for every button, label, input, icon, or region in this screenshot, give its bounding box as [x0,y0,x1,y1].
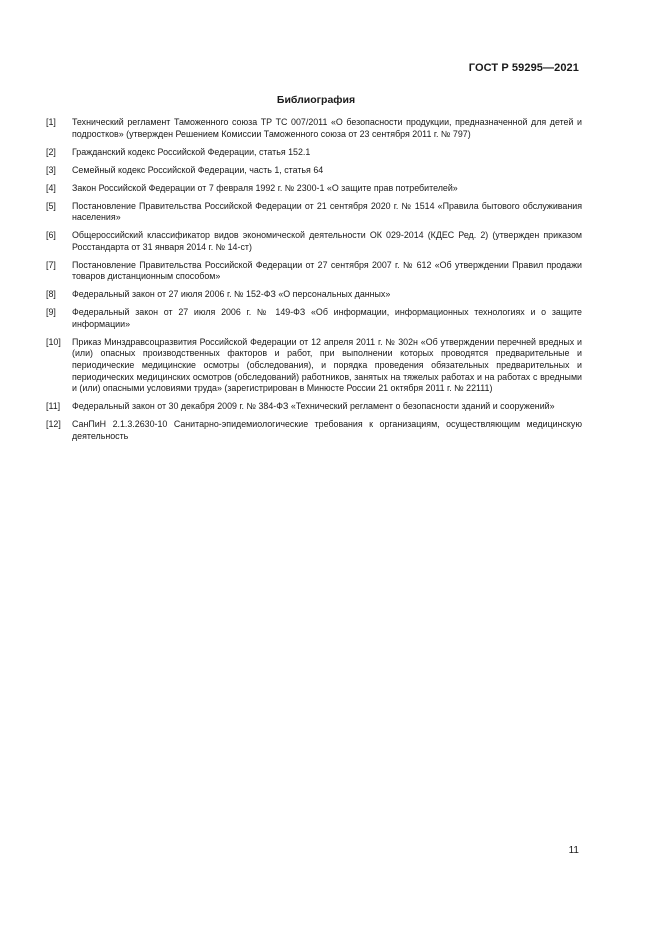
entry-text: Гражданский кодекс Российской Федерации, статья 152.1 [72,146,311,157]
bibliography-list [46,117,582,449]
entry-number: [12] [46,419,61,430]
entry-number: [1] [46,117,56,127]
bibliography-entry [46,165,582,177]
bibliography-entry [46,419,582,442]
bibliography-entry [46,147,582,159]
bibliography-entry [46,337,582,395]
bibliography-entry [46,201,582,224]
entry-text: Федеральный закон от 27 июля 2006 г. № 149-ФЗ «Об информации, информационных технологиях и о защите информации» [72,307,582,329]
bibliography-entry [46,401,582,413]
entry-number: [5] [46,200,56,211]
entry-text: Федеральный закон от 27 июля 2006 г. № 152-ФЗ «О персональных данных» [72,289,391,300]
entry-text: Постановление Правительства Российской Федерации от 27 сентября 2007 г. № 612 «Об утверждении Правил продажи товаров дистанционным способом» [72,259,582,282]
bibliography-entry [46,289,582,301]
bibliography-entry [46,260,582,283]
entry-text: Приказ Минздравсоцразвития Российской Федерации от 12 апреля 2011 г. № 302н «Об утверждении перечней вредных и (или) опасных производственных факторов и работ, при выполнении которых проводятся предварительные и периодические медицинские осмотры (обследования), и порядка проведения обязательных предварительных и периодических медицинских осмотров (обследований) работников, занятых на тяжелых работах и на работах с вредными и (или) опасными условиями труда» (зарегистрирован в Минюсте России 21 октября 2011 г. № 22111) [72,336,582,394]
entry-number: [10] [46,336,61,347]
bibliography-entry [46,117,582,140]
entry-number: [4] [46,182,56,193]
entry-text: Технический регламент Таможенного союза ТР ТС 007/2011 «О безопасности продукции, предназначенной для детей и подростков» (утвержден Решением Комиссии Таможенного союза от 23 сентября 2011 г. № 797) [72,117,582,139]
entry-text: Общероссийский классификатор видов экономической деятельности ОК 029-2014 (КДЕС Ред. 2) (утвержден приказом Росстандарта от 31 января 2014 г. № 14-ст) [72,230,582,252]
entry-number: [7] [46,259,56,270]
entry-text: Федеральный закон от 30 декабря 2009 г. № 384-ФЗ «Технический регламент о безопасности зданий и сооружений» [72,401,555,412]
entry-number: [6] [46,230,56,241]
document-code: ГОСТ Р 59295—2021 [468,62,579,74]
entry-text: Семейный кодекс Российской Федерации, часть 1, статья 64 [72,164,324,175]
entry-number: [9] [46,307,56,318]
entry-text: СанПиН 2.1.3.2630-10 Санитарно-эпидемиологические требования к организациям, осуществляющим медицинскую деятельность [72,419,582,441]
entry-number: [11] [46,401,61,412]
page-number: 11 [568,845,579,856]
bibliography-entry [46,230,582,253]
entry-number: [8] [46,289,56,300]
section-title: Библиография [276,94,356,106]
bibliography-entry [46,307,582,330]
entry-text: Постановление Правительства Российской Федерации от 21 сентября 2020 г. № 1514 «Правила бытового обслуживания населения» [72,200,582,223]
entry-text: Закон Российской Федерации от 7 февраля 1992 г. № 2300-1 «О защите прав потребителей» [72,182,458,193]
entry-number: [3] [46,164,56,175]
bibliography-entry [46,183,582,195]
entry-number: [2] [46,146,56,157]
